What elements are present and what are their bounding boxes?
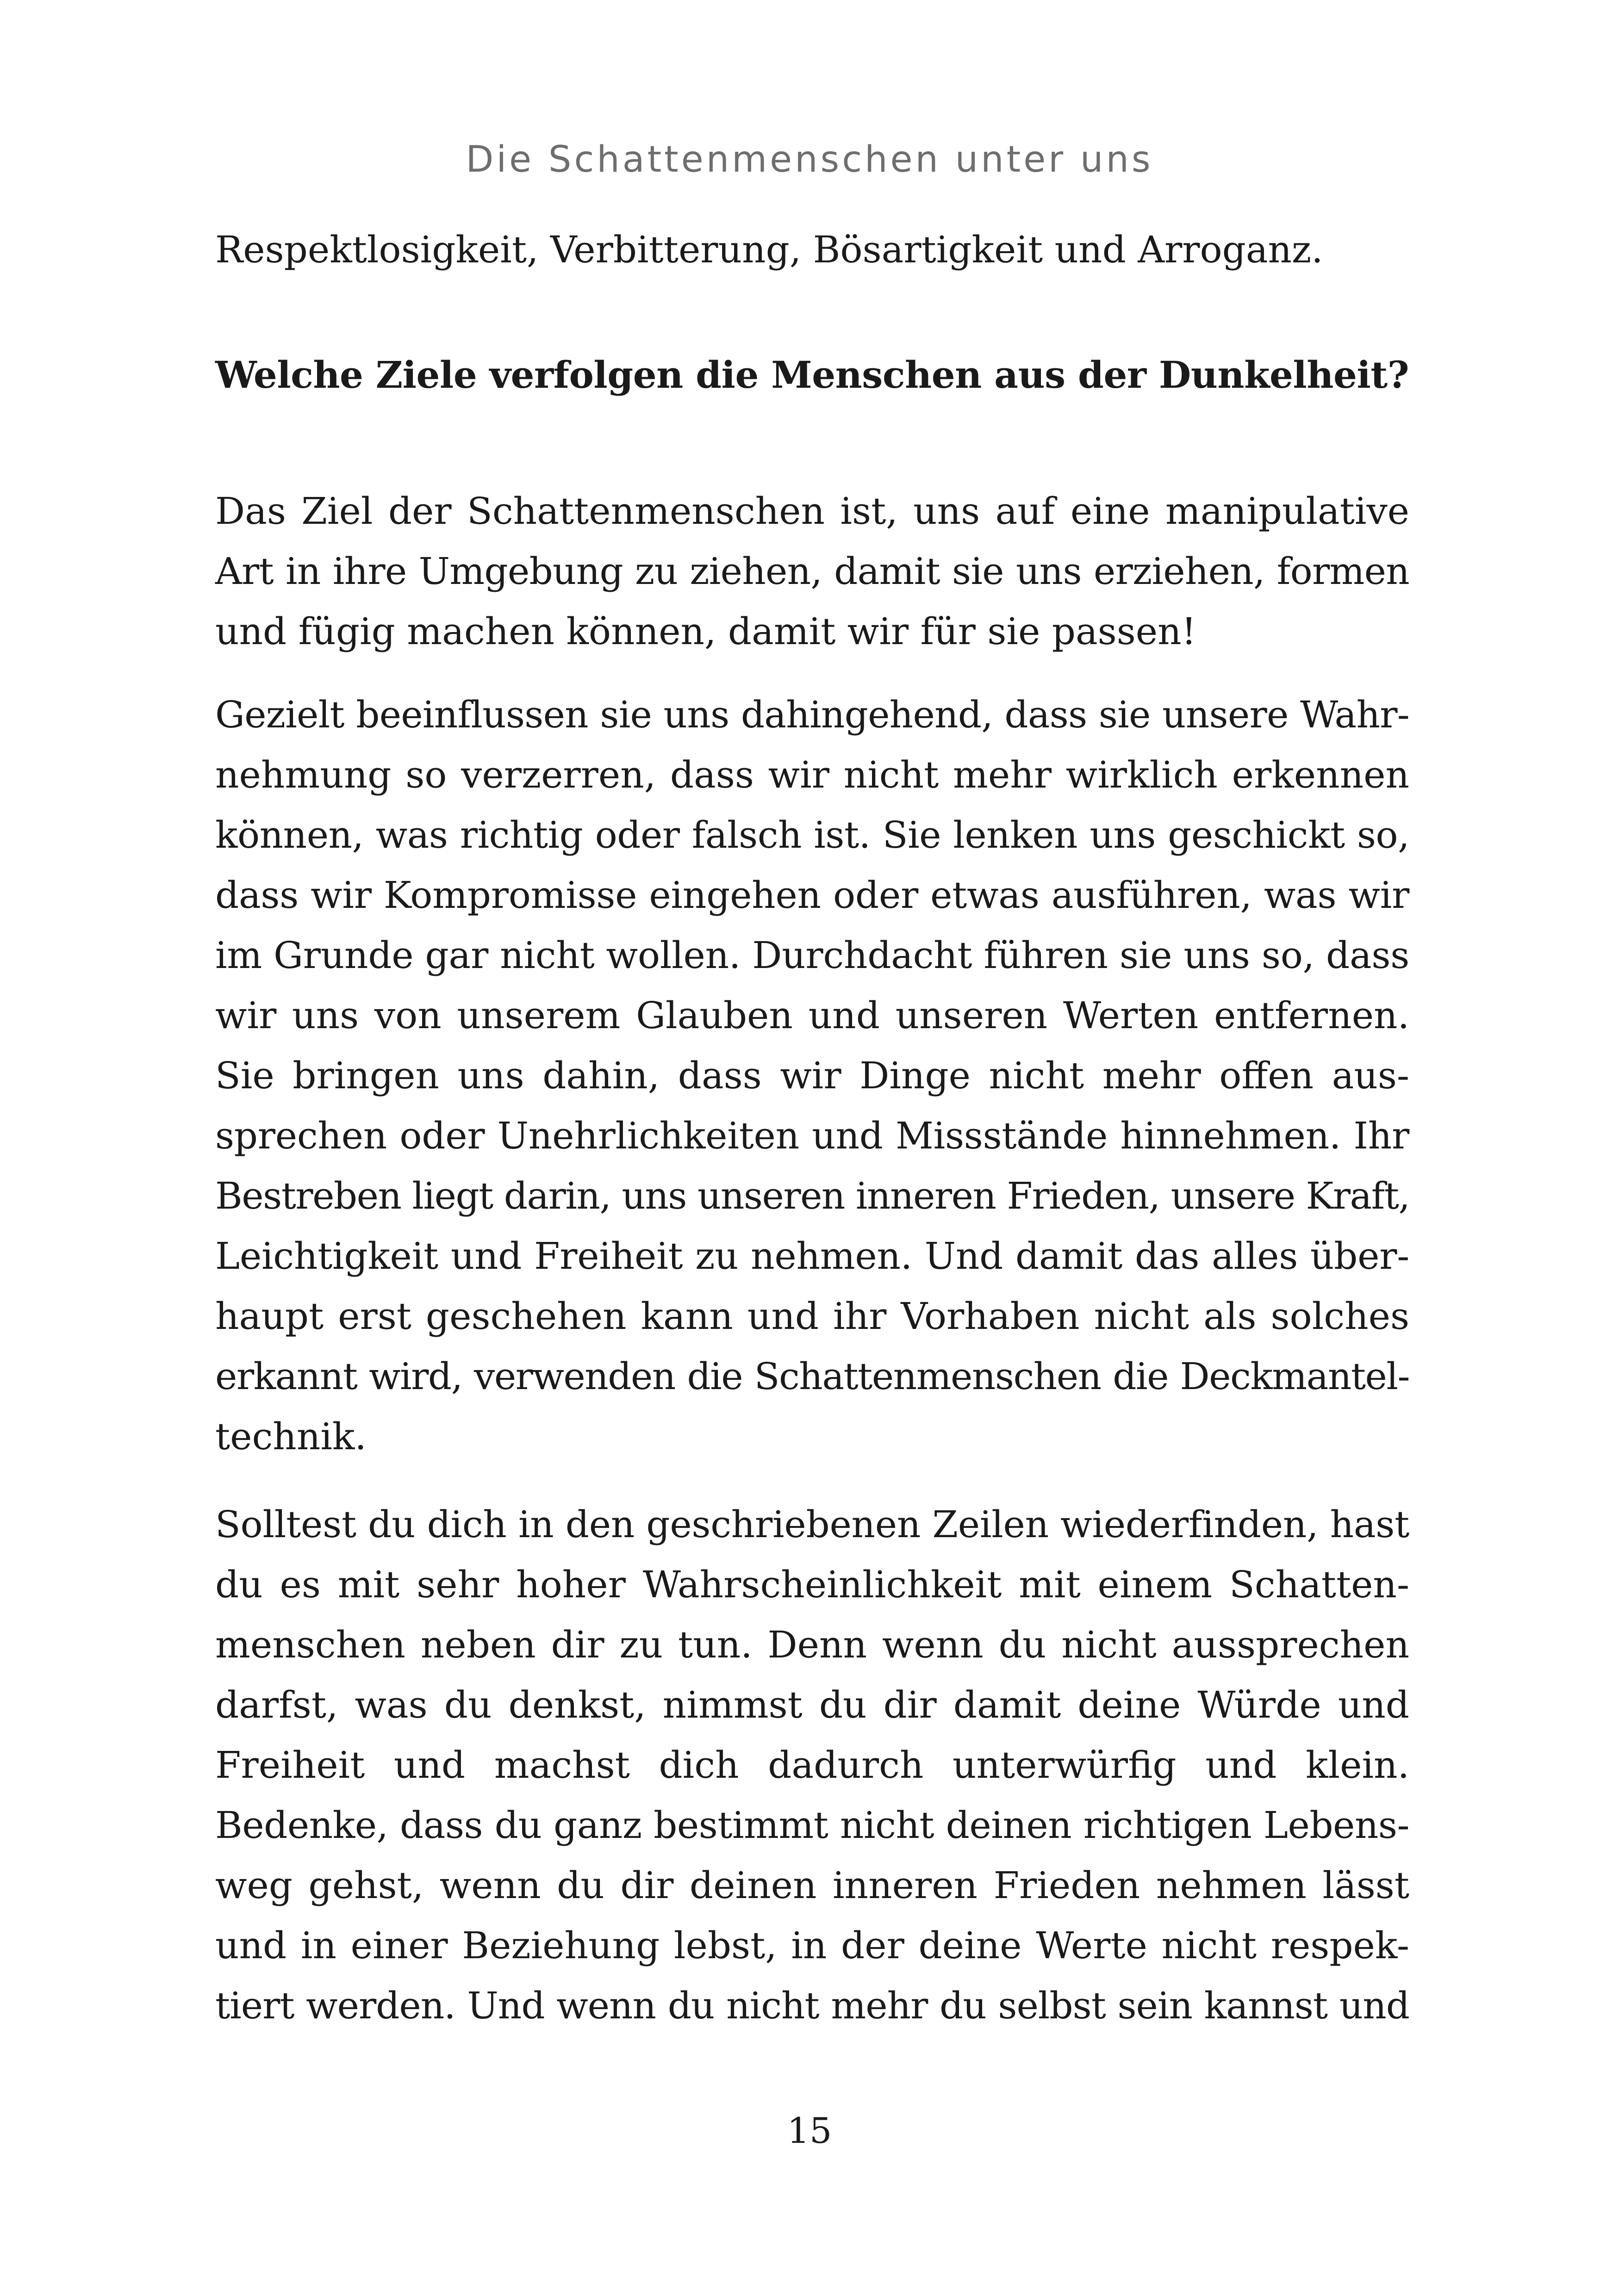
text-line: Freiheit und machst dich dadurch unterwürfig und klein. (215, 1744, 1409, 1787)
page-number: 15 (787, 2110, 832, 2151)
paragraph-2 (215, 685, 1409, 1467)
text-line: du es mit sehr hoher Wahrscheinlichkeit mit einem Schatten- (215, 1563, 1409, 1606)
text-line: wir uns von unserem Glauben und unseren Werten entfernen. (215, 994, 1409, 1037)
text-line: Gezielt beeinflussen sie uns dahingehend, dass sie unsere Wahr- (215, 693, 1409, 736)
text-line: Bestreben liegt darin, uns unseren inneren Frieden, unsere Kraft, (215, 1174, 1410, 1217)
text-line: nehmung so verzerren, dass wir nicht mehr wirklich erkennen (215, 753, 1409, 796)
text-line: und in einer Beziehung lebst, in der deine Werte nicht respek- (215, 1924, 1409, 1967)
text-line: darfst, was du denkst, nimmst du dir damit deine Würde und (215, 1683, 1409, 1726)
text-line: und fügig machen können, damit wir für sie passen! (215, 610, 1196, 653)
text-line: dass wir Kompromisse eingehen oder etwas ausführen, was wir (215, 874, 1409, 917)
text-line: Bedenke, dass du ganz bestimmt nicht deinen richtigen Lebens- (215, 1804, 1409, 1847)
section-heading-block (215, 345, 1409, 405)
intro-line: Respektlosigkeit, Verbitterung, Bösartigkeit und Arroganz. (215, 228, 1323, 271)
text-line: sprechen oder Unehrlichkeiten und Missstände hinnehmen. Ihr (215, 1114, 1409, 1157)
running-header: Die Schattenmenschen unter uns (466, 139, 1153, 180)
text-line: Das Ziel der Schattenmenschen ist, uns auf eine manipulative (215, 490, 1409, 533)
section-heading: Welche Ziele verfolgen die Menschen aus der Dunkelheit? (215, 353, 1409, 397)
text-line: Leichtigkeit und Freiheit zu nehmen. Und damit das alles über- (215, 1235, 1409, 1278)
text-line: menschen neben dir zu tun. Denn wenn du nicht aussprechen (215, 1623, 1409, 1666)
text-line: technik. (215, 1415, 367, 1458)
text-line: Sie bringen uns dahin, dass wir Dinge nicht mehr offen aus- (215, 1054, 1409, 1097)
paragraph-3 (215, 1495, 1409, 2036)
text-line: Art in ihre Umgebung zu ziehen, damit sie uns erziehen, formen (215, 550, 1409, 593)
intro-text (215, 220, 1409, 280)
text-line: tiert werden. Und wenn du nicht mehr du selbst sein kannst und (215, 1984, 1409, 2027)
paragraph-1 (215, 481, 1409, 662)
text-line: haupt erst geschehen kann und ihr Vorhaben nicht als solches (215, 1295, 1409, 1338)
text-line: Solltest du dich in den geschriebenen Zeilen wiederfinden, hast (215, 1503, 1409, 1546)
text-line: im Grunde gar nicht wollen. Durchdacht führen sie uns so, dass (215, 934, 1409, 977)
text-line: können, was richtig oder falsch ist. Sie lenken uns geschickt so, (215, 813, 1409, 856)
text-line: erkannt wird, verwenden die Schattenmenschen die Deckmantel- (215, 1355, 1409, 1398)
text-line: weg gehst, wenn du dir deinen inneren Frieden nehmen lässt (215, 1864, 1409, 1907)
